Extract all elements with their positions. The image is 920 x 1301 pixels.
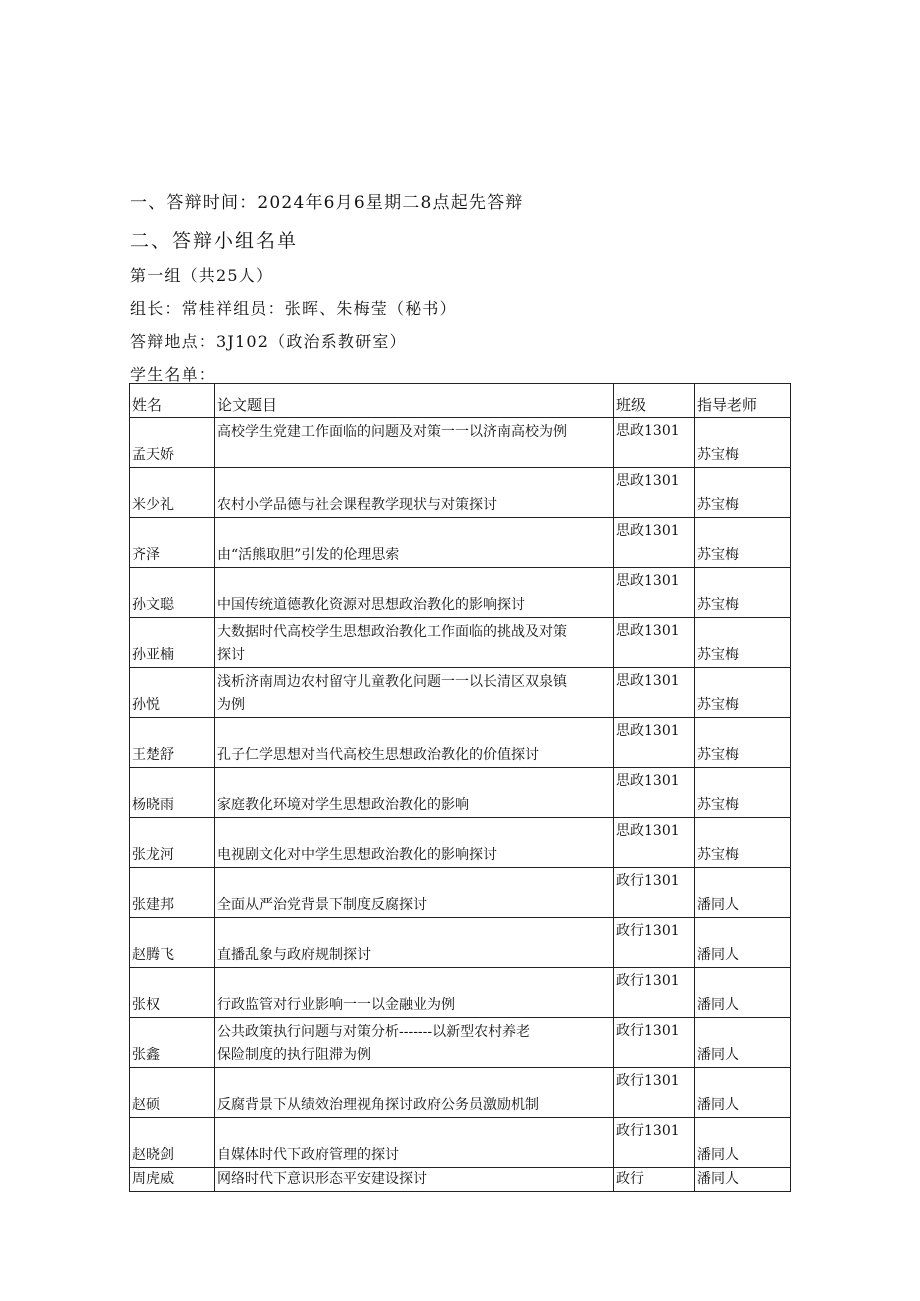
thesis-title — [215, 668, 614, 718]
thesis-title-line1: 大数据时代高校学生思想政治教化工作面临的挑战及对策 — [217, 624, 567, 640]
table-row — [130, 818, 791, 868]
student-list-label: 学生名单： — [130, 365, 217, 384]
group-members: 组长：常桂祥组员：张晖、朱梅莹（秘书） — [130, 299, 457, 318]
student-name: 周虎威 — [130, 1168, 215, 1192]
table-header-row — [130, 384, 791, 418]
thesis-title — [215, 568, 614, 618]
defense-time: 一、答辩时间：2024年6月6星期二8点起先答辩 — [130, 193, 524, 213]
table-row — [130, 1018, 791, 1068]
class-name: 政行1301 — [614, 1018, 695, 1068]
thesis-title — [215, 618, 614, 668]
thesis-title: 网络时代下意识形态平安建设探讨 — [215, 1168, 614, 1192]
table-row — [130, 968, 791, 1018]
advisor-name: 苏宝梅 — [695, 818, 791, 868]
class-name: 政行1301 — [614, 868, 695, 918]
thesis-title — [215, 768, 614, 818]
header-name: 姓名 — [130, 384, 215, 418]
class-name: 政行1301 — [614, 918, 695, 968]
advisor-name: 苏宝梅 — [695, 668, 791, 718]
table-row — [130, 1168, 791, 1192]
thesis-title-line1 — [217, 571, 611, 594]
thesis-title-line1 — [217, 471, 611, 494]
thesis-title-line1 — [217, 721, 611, 744]
table-row — [130, 668, 791, 718]
thesis-title — [215, 418, 614, 468]
thesis-title-line1 — [217, 921, 611, 944]
thesis-title-line1: 高校学生党建工作面临的问题及对策一一以济南高校为例 — [217, 424, 567, 440]
thesis-title — [215, 1118, 614, 1168]
class-name: 思政1301 — [614, 418, 695, 468]
class-name: 政行1301 — [614, 1068, 695, 1118]
class-name: 政行1301 — [614, 1118, 695, 1168]
header-title: 论文题目 — [215, 384, 614, 418]
student-name: 齐泽 — [130, 518, 215, 568]
thesis-title-line2: 孔子仁学思想对当代高校生思想政治教化的价值探讨 — [217, 747, 539, 763]
student-name: 杨晓雨 — [130, 768, 215, 818]
class-name: 思政1301 — [614, 468, 695, 518]
advisor-name: 潘同人 — [695, 1068, 791, 1118]
table-row — [130, 868, 791, 918]
class-name: 思政1301 — [614, 818, 695, 868]
table-row — [130, 1068, 791, 1118]
thesis-title-line2: 直播乱象与政府规制探讨 — [217, 947, 371, 963]
student-table — [129, 383, 791, 1192]
thesis-title-line2: 探讨 — [217, 647, 245, 663]
advisor-name: 苏宝梅 — [695, 618, 791, 668]
advisor-name: 苏宝梅 — [695, 518, 791, 568]
header-class: 班级 — [614, 384, 695, 418]
advisor-name: 苏宝梅 — [695, 768, 791, 818]
thesis-title-line2: 中国传统道德教化资源对思想政治教化的影响探讨 — [217, 597, 525, 613]
thesis-title-line2: 家庭教化环境对学生思想政治教化的影响 — [217, 797, 469, 813]
thesis-title-line2: 自媒体时代下政府管理的探讨 — [217, 1147, 399, 1163]
thesis-title — [215, 518, 614, 568]
class-name: 思政1301 — [614, 768, 695, 818]
table-row — [130, 768, 791, 818]
thesis-title — [215, 718, 614, 768]
student-name: 孟天娇 — [130, 418, 215, 468]
student-name: 孙文聪 — [130, 568, 215, 618]
advisor-name: 潘同人 — [695, 1118, 791, 1168]
thesis-title — [215, 468, 614, 518]
class-name: 思政1301 — [614, 618, 695, 668]
thesis-title-line2: 由“活熊取胆”引发的伦理思索 — [217, 547, 400, 563]
table-row — [130, 468, 791, 518]
advisor-name: 潘同人 — [695, 1018, 791, 1068]
class-name: 思政1301 — [614, 518, 695, 568]
defense-location: 答辩地点：3J102（政治系教研室） — [130, 332, 407, 351]
thesis-title — [215, 1068, 614, 1118]
thesis-title-line2: 为例 — [217, 697, 245, 713]
thesis-title-line2: 电视剧文化对中学生思想政治教化的影响探讨 — [217, 847, 497, 863]
thesis-title-line2: 农村小学品德与社会课程教学现状与对策探讨 — [217, 497, 497, 513]
thesis-title-line2: 保险制度的执行阻滞为例 — [217, 1047, 371, 1063]
thesis-title-line2: 反腐背景下从绩效治理视角探讨政府公务员激励机制 — [217, 1097, 539, 1113]
thesis-title — [215, 1018, 614, 1068]
table-row — [130, 418, 791, 468]
thesis-title — [215, 918, 614, 968]
advisor-name: 潘同人 — [695, 968, 791, 1018]
student-name: 王楚舒 — [130, 718, 215, 768]
advisor-name: 潘同人 — [695, 1168, 791, 1192]
thesis-title-line1 — [217, 1121, 611, 1144]
thesis-title — [215, 968, 614, 1018]
table-row — [130, 518, 791, 568]
student-name: 赵硕 — [130, 1068, 215, 1118]
thesis-title-line1: 浅析济南周边农村留守儿童教化问题一一以长清区双泉镇 — [217, 674, 567, 690]
advisor-name: 潘同人 — [695, 918, 791, 968]
class-name: 思政1301 — [614, 718, 695, 768]
thesis-title-line1 — [217, 971, 611, 994]
table-row — [130, 568, 791, 618]
table-row — [130, 718, 791, 768]
advisor-name: 潘同人 — [695, 868, 791, 918]
section-group-list: 二、答辩小组名单 — [130, 230, 299, 252]
class-name: 思政1301 — [614, 668, 695, 718]
thesis-title-line1 — [217, 771, 611, 794]
class-name: 政行1301 — [614, 968, 695, 1018]
table-row — [130, 1118, 791, 1168]
thesis-title-line1 — [217, 821, 611, 844]
thesis-title — [215, 818, 614, 868]
student-name: 米少礼 — [130, 468, 215, 518]
thesis-title-line2: 全面从严治党背景下制度反腐探讨 — [217, 897, 427, 913]
table-row — [130, 618, 791, 668]
advisor-name: 苏宝梅 — [695, 568, 791, 618]
thesis-title-line2: 行政监管对行业影响一一以金融业为例 — [217, 997, 455, 1013]
student-name: 孙悦 — [130, 668, 215, 718]
student-name: 张权 — [130, 968, 215, 1018]
thesis-title-line1 — [217, 1071, 611, 1094]
thesis-title-line2 — [217, 444, 611, 467]
thesis-title-line1: 公共政策执行问题与对策分析-------以新型农村养老 — [217, 1024, 531, 1040]
advisor-name: 苏宝梅 — [695, 468, 791, 518]
student-name: 赵晓剑 — [130, 1118, 215, 1168]
student-name: 孙亚楠 — [130, 618, 215, 668]
header-advisor: 指导老师 — [695, 384, 791, 418]
thesis-title-line1 — [217, 521, 611, 544]
student-name: 张建邦 — [130, 868, 215, 918]
class-name: 政行 — [614, 1168, 695, 1192]
advisor-name: 苏宝梅 — [695, 718, 791, 768]
group-one-heading: 第一组（共25人） — [130, 266, 274, 285]
table-row — [130, 918, 791, 968]
class-name: 思政1301 — [614, 568, 695, 618]
student-name: 张龙河 — [130, 818, 215, 868]
thesis-title — [215, 868, 614, 918]
thesis-title-line1 — [217, 871, 611, 894]
student-name: 张鑫 — [130, 1018, 215, 1068]
advisor-name: 苏宝梅 — [695, 418, 791, 468]
student-name: 赵腾飞 — [130, 918, 215, 968]
